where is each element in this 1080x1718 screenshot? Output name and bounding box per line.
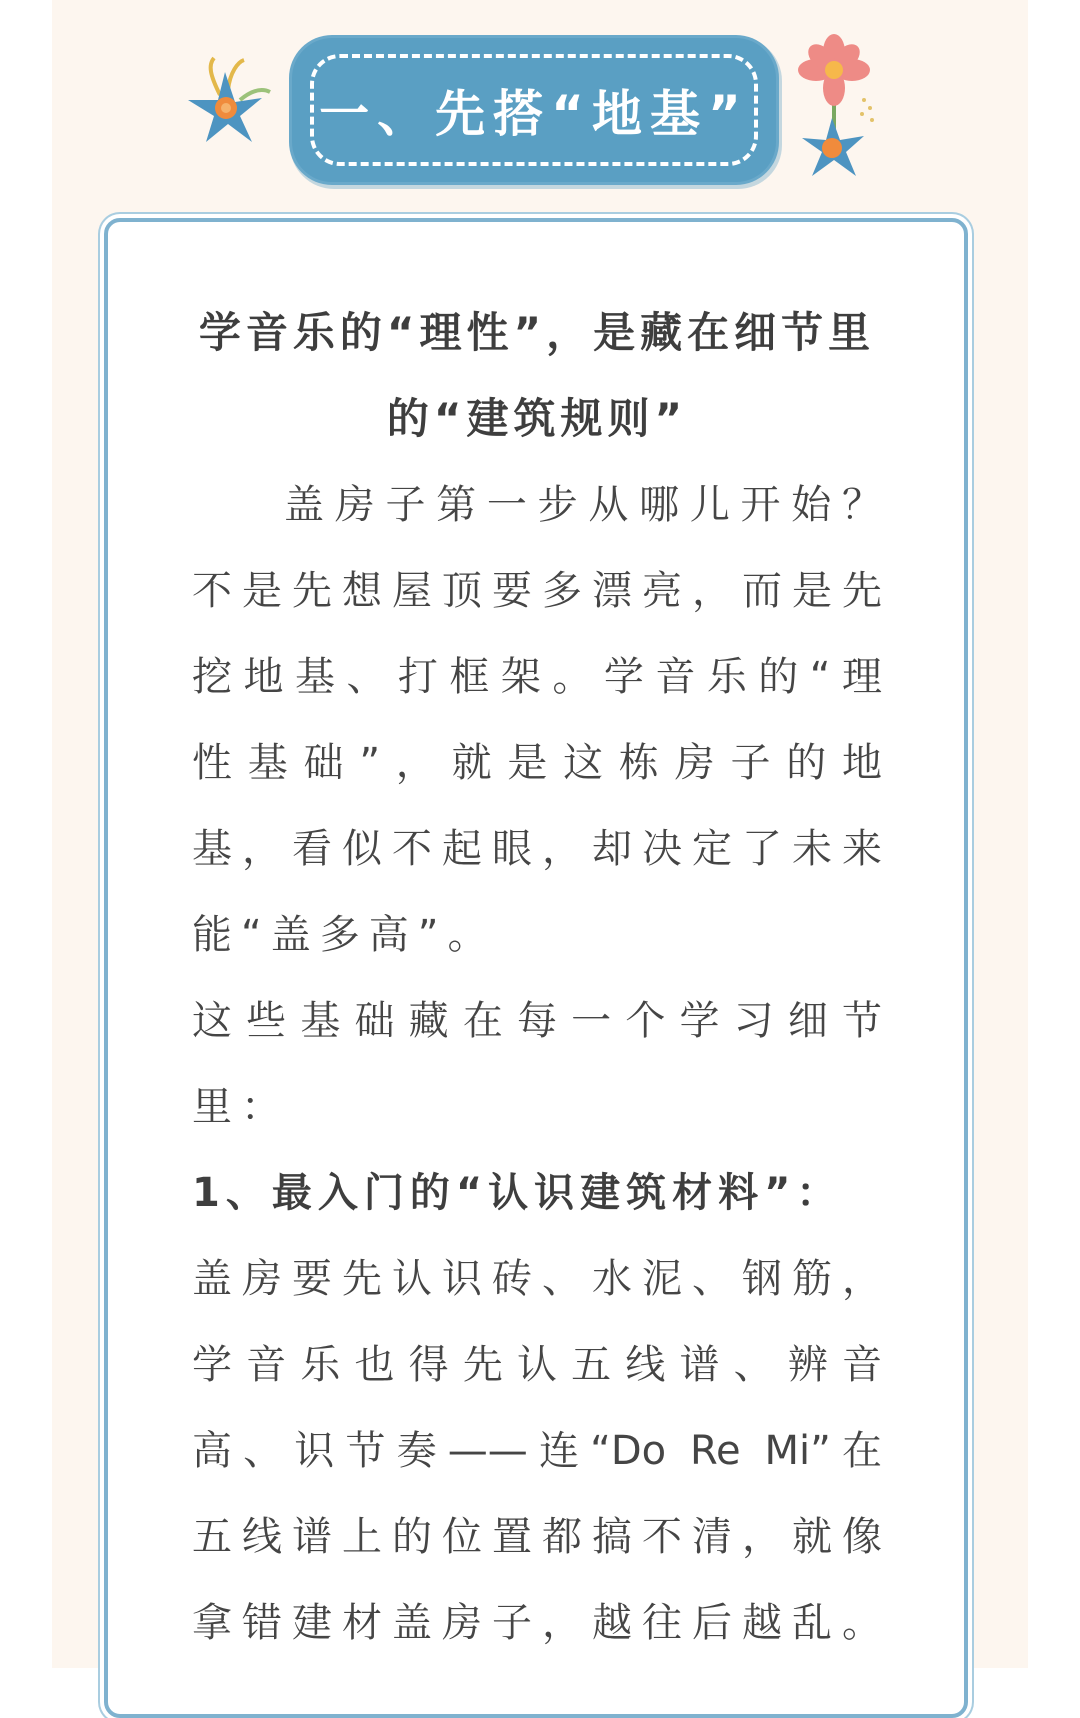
subtitle-line-2: 的“建筑规则” [386,394,688,443]
paragraph-line: 性基础”，就是这栋房子的地 [192,740,882,786]
paragraph-line: 高、识节奏——连“Do Re Mi”在 [192,1428,882,1474]
paragraph-line: 盖房子第一步从哪儿开始？ [284,482,882,528]
paragraph-line: 里： [192,1084,290,1130]
paragraph-line: 不是先想屋顶要多漂亮，而是先 [192,568,882,614]
blue-star-flower-icon [180,50,290,160]
pink-and-blue-flower-icon [792,30,902,185]
paragraph-line: 基，看似不起眼，却决定了未来 [192,826,882,872]
point-title: 1、最入门的“认识建筑材料”： [192,1170,843,1216]
paragraph-line: 能“盖多高”。 [192,912,497,958]
paragraph-line: 这些基础藏在每一个学习细节 [192,998,882,1044]
paragraph-line: 学音乐也得先认五线谱、辨音 [192,1342,882,1388]
article-content [192,290,882,1666]
paragraph-line: 拿错建材盖房子，越往后越乱。 [192,1600,882,1646]
section-title: 一、先搭“地基” [319,85,749,143]
section-header-banner [292,38,776,182]
subtitle-line-1: 学音乐的“理性”，是藏在细节里 [198,308,876,357]
paragraph-line: 盖房要先认识砖、水泥、钢筋， [192,1256,882,1302]
paragraph-line: 挖地基、打框架。学音乐的“理 [192,654,882,700]
paragraph-line: 五线谱上的位置都搞不清，就像 [192,1514,882,1560]
